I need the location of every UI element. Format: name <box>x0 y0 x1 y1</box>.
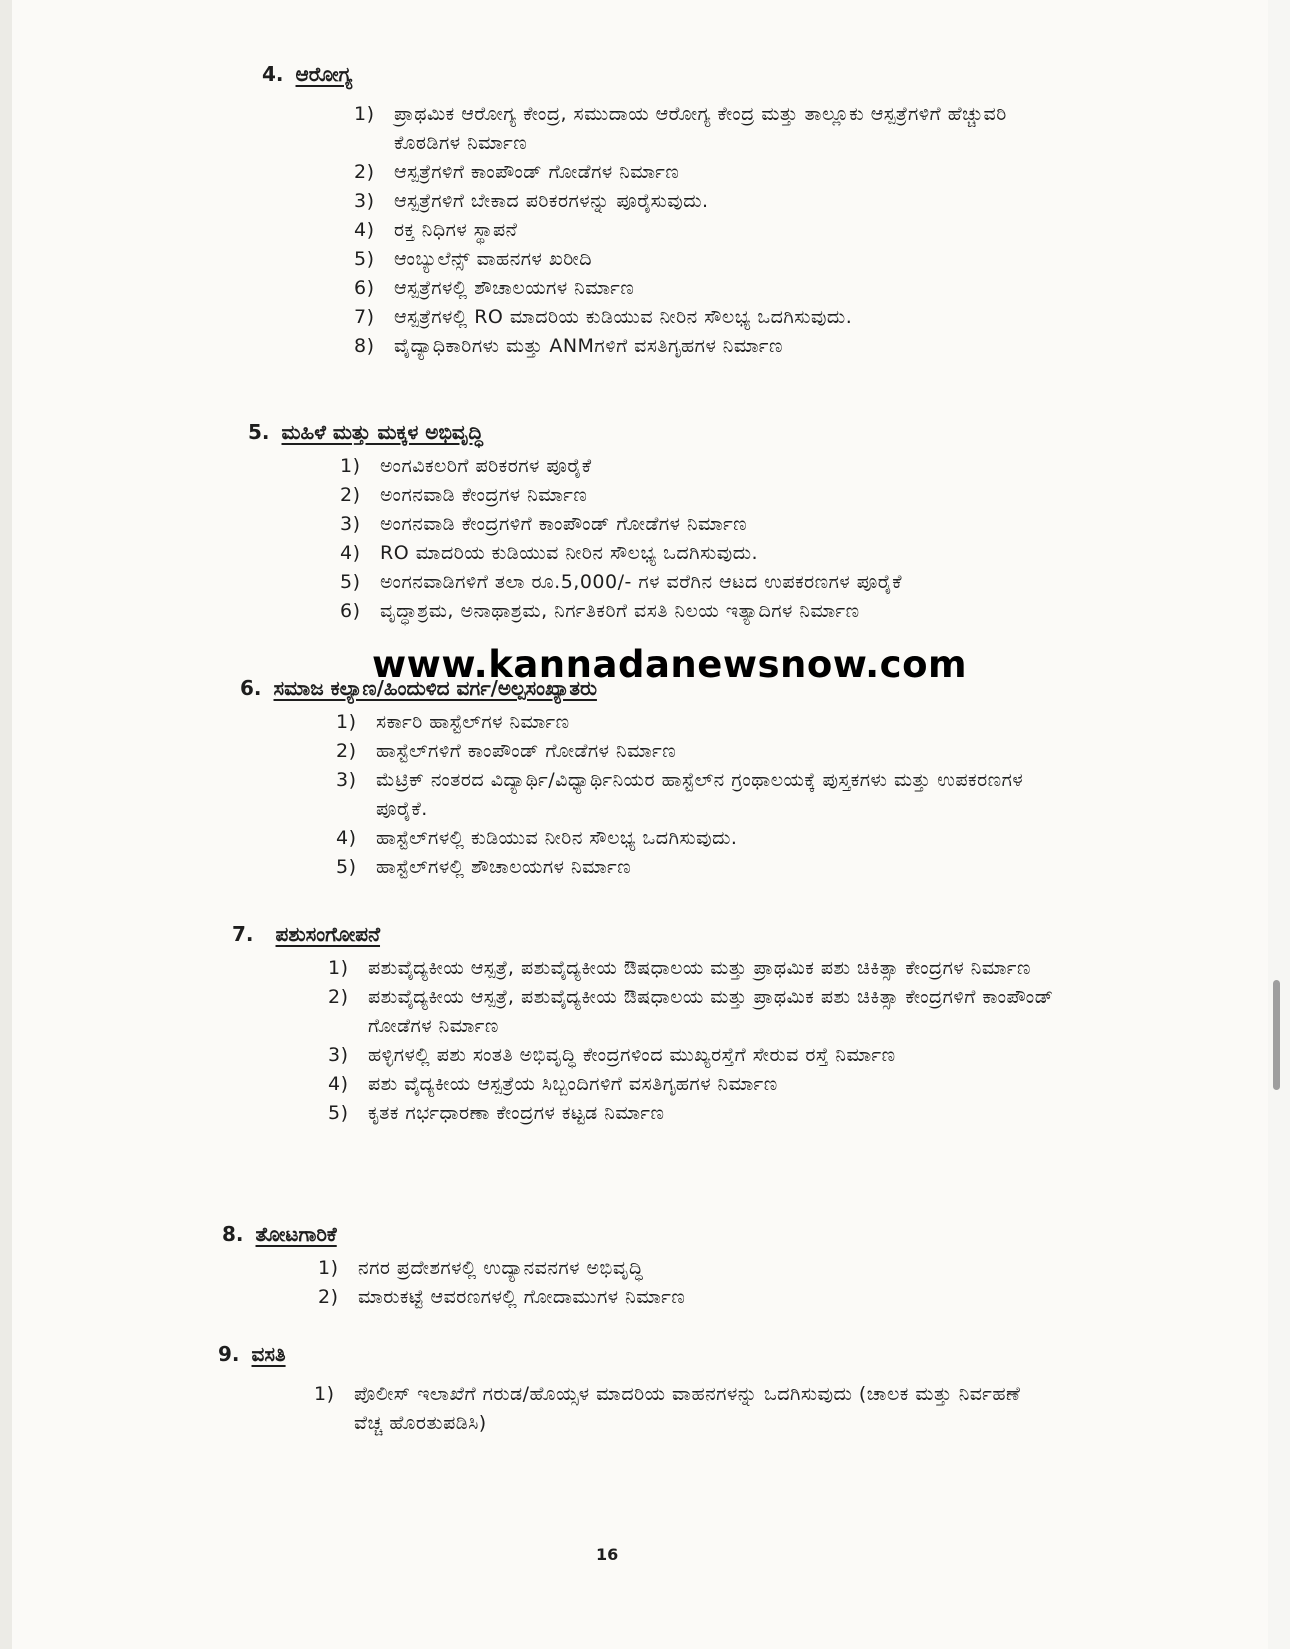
item-text: RO ಮಾದರಿಯ ಕುಡಿಯುವ ನೀರಿನ ಸೌಲಭ್ಯ ಒದಗಿಸುವುದು. <box>380 542 759 564</box>
item-number: 5) <box>336 856 357 878</box>
list-item <box>336 853 1060 882</box>
list-item <box>354 158 1022 187</box>
item-text: ಆಂಬ್ಯುಲೆನ್ಸ್ ವಾಹನಗಳ ಖರೀದಿ <box>394 248 593 270</box>
item-number: 4) <box>336 827 357 849</box>
list-item <box>354 274 1022 303</box>
item-list <box>336 708 1060 882</box>
list-item <box>340 597 1048 626</box>
section-animal-husbandry <box>232 922 1072 1128</box>
section-number: 8. <box>222 1222 244 1246</box>
item-number: 4) <box>328 1073 349 1095</box>
section-horticulture <box>222 1222 1042 1312</box>
list-item <box>328 954 1072 983</box>
item-list <box>340 452 1048 626</box>
list-item <box>354 303 1022 332</box>
item-number: 4) <box>354 219 375 241</box>
item-number: 1) <box>336 711 357 733</box>
item-text: ಮಾರುಕಟ್ಟೆ ಆವರಣಗಳಲ್ಲಿ ಗೋದಾಮುಗಳ ನಿರ್ಮಾಣ <box>358 1286 686 1308</box>
item-number: 2) <box>318 1286 339 1308</box>
section-number: 6. <box>240 676 262 700</box>
list-item <box>354 216 1022 245</box>
item-number: 6) <box>340 600 361 622</box>
section-number: 9. <box>218 1342 240 1366</box>
page-number: 16 <box>596 1545 619 1564</box>
item-number: 6) <box>354 277 375 299</box>
item-number: 8) <box>354 335 375 357</box>
item-number: 4) <box>340 542 361 564</box>
item-list <box>314 1380 1038 1438</box>
section-heading <box>262 62 1022 86</box>
section-title: ಮಹಿಳೆ ಮತ್ತು ಮಕ್ಕಳ ಅಭಿವೃದ್ಧಿ <box>281 420 483 444</box>
item-text: ಅಂಗನವಾಡಿ ಕೇಂದ್ರಗಳ ನಿರ್ಮಾಣ <box>380 484 588 506</box>
item-number: 1) <box>328 957 349 979</box>
item-text: ಮೆಟ್ರಿಕ್ ನಂತರದ ವಿದ್ಯಾರ್ಥಿ/ವಿಧ್ಯಾರ್ಥಿನಿಯರ ಹಾಸ್ಟೆಲ್‌ನ ಗ್ರಂಥಾಲಯಕ್ಕೆ ಪುಸ್ತಕಗಳು ಮತ್ತು ಉಪಕರಣಗಳ ಪೂರೈಕೆ. <box>376 769 1024 820</box>
item-text: ಅಂಗನವಾಡಿಗಳಿಗೆ ತಲಾ ರೂ.5,000/- ಗಳ ವರೆಗಿನ ಆಟದ ಉಪಕರಣಗಳ ಪೂರೈಕೆ <box>380 571 903 593</box>
item-number: 2) <box>336 740 357 762</box>
section-heading <box>248 420 1048 444</box>
item-text: ಆಸ್ಪತ್ರೆಗಳಲ್ಲಿ RO ಮಾದರಿಯ ಕುಡಿಯುವ ನೀರಿನ ಸೌಲಭ್ಯ ಒದಗಿಸುವುದು. <box>394 306 853 328</box>
item-text: ವೈದ್ಯಾಧಿಕಾರಿಗಳು ಮತ್ತು ANMಗಳಿಗೆ ವಸತಿಗೃಹಗಳ ನಿರ್ಮಾಣ <box>394 335 783 357</box>
website-watermark: www.kannadanewsnow.com <box>372 643 968 686</box>
item-number: 3) <box>340 513 361 535</box>
section-social-welfare <box>240 676 1060 882</box>
item-number: 2) <box>340 484 361 506</box>
list-item <box>336 708 1060 737</box>
item-text: ವೃದ್ಧಾಶ್ರಮ, ಅನಾಥಾಶ್ರಮ, ನಿರ್ಗತಿಕರಿಗೆ ವಸತಿ ನಿಲಯ ಇತ್ಯಾದಿಗಳ ನಿರ್ಮಾಣ <box>380 600 860 622</box>
item-number: 1) <box>354 103 375 125</box>
list-item <box>354 100 1022 158</box>
section-health <box>262 62 1022 361</box>
item-text: ಹಾಸ್ಟೆಲ್‌ಗಳಲ್ಲಿ ಶೌಚಾಲಯಗಳ ನಿರ್ಮಾಣ <box>376 856 632 878</box>
item-text: ಆಸ್ಪತ್ರೆಗಳಲ್ಲಿ ಶೌಚಾಲಯಗಳ ನಿರ್ಮಾಣ <box>394 277 635 299</box>
item-text: ಪಶುವೈದ್ಯಕೀಯ ಆಸ್ಪತ್ರೆ, ಪಶುವೈದ್ಯಕೀಯ ಔಷಧಾಲಯ ಮತ್ತು ಪ್ರಾಥಮಿಕ ಪಶು ಚಿಕಿತ್ಸಾ ಕೇಂದ್ರಗಳಿಗೆ ಕಾಂಪೌಂಡ್ ಗೋಡೆಗಳ ನಿರ್ಮಾಣ <box>368 986 1054 1037</box>
section-women-child <box>248 420 1048 626</box>
section-heading <box>222 1222 1042 1246</box>
section-heading <box>232 922 1072 946</box>
list-item <box>340 452 1048 481</box>
section-title: ವಸತಿ <box>251 1342 286 1366</box>
item-list <box>354 100 1022 361</box>
item-text: ಆಸ್ಪತ್ರೆಗಳಿಗೆ ಬೇಕಾದ ಪರಿಕರಗಳನ್ನು ಪೂರೈಸುವುದು. <box>394 190 709 212</box>
item-number: 7) <box>354 306 375 328</box>
section-title: ತೋಟಗಾರಿಕೆ <box>255 1222 337 1246</box>
item-text: ಆಸ್ಪತ್ರೆಗಳಿಗೆ ಕಾಂಪೌಂಡ್ ಗೋಡೆಗಳ ನಿರ್ಮಾಣ <box>394 161 680 183</box>
list-item <box>328 1041 1072 1070</box>
list-item <box>354 187 1022 216</box>
section-number: 5. <box>248 420 270 444</box>
item-number: 3) <box>354 190 375 212</box>
list-item <box>328 1099 1072 1128</box>
item-text: ಹಾಸ್ಟೆಲ್‌ಗಳಲ್ಲಿ ಕುಡಿಯುವ ನೀರಿನ ಸೌಲಭ್ಯ ಒದಗಿಸುವುದು. <box>376 827 738 849</box>
item-number: 2) <box>354 161 375 183</box>
item-text: ನಗರ ಪ್ರದೇಶಗಳಲ್ಲಿ ಉದ್ಯಾನವನಗಳ ಅಭಿವೃದ್ಧಿ <box>358 1257 644 1279</box>
item-number: 1) <box>314 1383 335 1405</box>
item-text: ಪ್ರಾಥಮಿಕ ಆರೋಗ್ಯ ಕೇಂದ್ರ, ಸಮುದಾಯ ಆರೋಗ್ಯ ಕೇಂದ್ರ ಮತ್ತು ತಾಲ್ಲೂಕು ಆಸ್ಪತ್ರೆಗಳಿಗೆ ಹೆಚ್ಚುವರಿ ಕೊಠಡಿಗಳ ನಿರ್ಮಾಣ <box>394 103 1007 154</box>
item-text: ಪಶು ವೈದ್ಯಕೀಯ ಆಸ್ಪತ್ರೆಯ ಸಿಬ್ಬಂದಿಗಳಿಗೆ ವಸತಿಗೃಹಗಳ ನಿರ್ಮಾಣ <box>368 1073 778 1095</box>
list-item <box>336 824 1060 853</box>
section-heading <box>218 1342 1038 1366</box>
item-number: 1) <box>340 455 361 477</box>
list-item <box>318 1254 1042 1283</box>
item-number: 3) <box>336 769 357 791</box>
list-item <box>336 737 1060 766</box>
list-item <box>328 983 1072 1041</box>
item-text: ಹಾಸ್ಟೆಲ್‌ಗಳಿಗೆ ಕಾಂಪೌಂಡ್ ಗೋಡೆಗಳ ನಿರ್ಮಾಣ <box>376 740 677 762</box>
item-text: ಕೃತಕ ಗರ್ಭಧಾರಣಾ ಕೇಂದ್ರಗಳ ಕಟ್ಟಡ ನಿರ್ಮಾಣ <box>368 1102 665 1124</box>
item-text: ರಕ್ತ ನಿಧಿಗಳ ಸ್ಥಾಪನೆ <box>394 219 518 241</box>
item-list <box>318 1254 1042 1312</box>
list-item <box>314 1380 1038 1438</box>
item-number: 2) <box>328 986 349 1008</box>
list-item <box>318 1283 1042 1312</box>
list-item <box>354 245 1022 274</box>
section-housing <box>218 1342 1038 1438</box>
item-text: ಪೊಲೀಸ್ ಇಲಾಖೆಗೆ ಗರುಡ/ಹೊಯ್ಸಳ ಮಾದರಿಯ ವಾಹನಗಳನ್ನು ಒದಗಿಸುವುದು (ಚಾಲಕ ಮತ್ತು ನಿರ್ವಹಣೆ ವೆಚ್ಚ ಹೊರತುಪಡಿಸಿ) <box>354 1383 1021 1434</box>
item-text: ಅಂಗವಿಕಲರಿಗೆ ಪರಿಕರಗಳ ಪೂರೈಕೆ <box>380 455 592 477</box>
item-text: ಅಂಗನವಾಡಿ ಕೇಂದ್ರಗಳಿಗೆ ಕಾಂಪೌಂಡ್ ಗೋಡೆಗಳ ನಿರ್ಮಾಣ <box>380 513 748 535</box>
list-item <box>340 568 1048 597</box>
list-item <box>340 539 1048 568</box>
item-number: 3) <box>328 1044 349 1066</box>
list-item <box>340 510 1048 539</box>
item-number: 5) <box>354 248 375 270</box>
list-item <box>336 766 1060 824</box>
list-item <box>340 481 1048 510</box>
section-title: ಪಶುಸಂಗೋಪನೆ <box>275 922 381 946</box>
item-number: 5) <box>328 1102 349 1124</box>
item-list <box>328 954 1072 1128</box>
item-number: 1) <box>318 1257 339 1279</box>
item-text: ಹಳ್ಳಿಗಳಲ್ಲಿ ಪಶು ಸಂತತಿ ಅಭಿವೃದ್ಧಿ ಕೇಂದ್ರಗಳಿಂದ ಮುಖ್ಯರಸ್ತೆಗೆ ಸೇರುವ ರಸ್ತೆ ನಿರ್ಮಾಣ <box>368 1044 896 1066</box>
section-title: ಸಮಾಜ ಕಲ್ಯಾಣ/ಹಿಂದುಳಿದ ವರ್ಗ/ಅಲ್ಪಸಂಖ್ಯಾತರು <box>273 676 597 700</box>
section-number: 4. <box>262 62 284 86</box>
item-number: 5) <box>340 571 361 593</box>
item-text: ಸರ್ಕಾರಿ ಹಾಸ್ಟೆಲ್‌ಗಳ ನಿರ್ಮಾಣ <box>376 711 570 733</box>
section-number: 7. <box>232 922 254 946</box>
section-title: ಆರೋಗ್ಯ <box>295 62 353 86</box>
list-item <box>354 332 1022 361</box>
list-item <box>328 1070 1072 1099</box>
item-text: ಪಶುವೈದ್ಯಕೀಯ ಆಸ್ಪತ್ರೆ, ಪಶುವೈದ್ಯಕೀಯ ಔಷಧಾಲಯ ಮತ್ತು ಪ್ರಾಥಮಿಕ ಪಶು ಚಿಕಿತ್ಸಾ ಕೇಂದ್ರಗಳ ನಿರ್ಮಾಣ <box>368 957 1031 979</box>
